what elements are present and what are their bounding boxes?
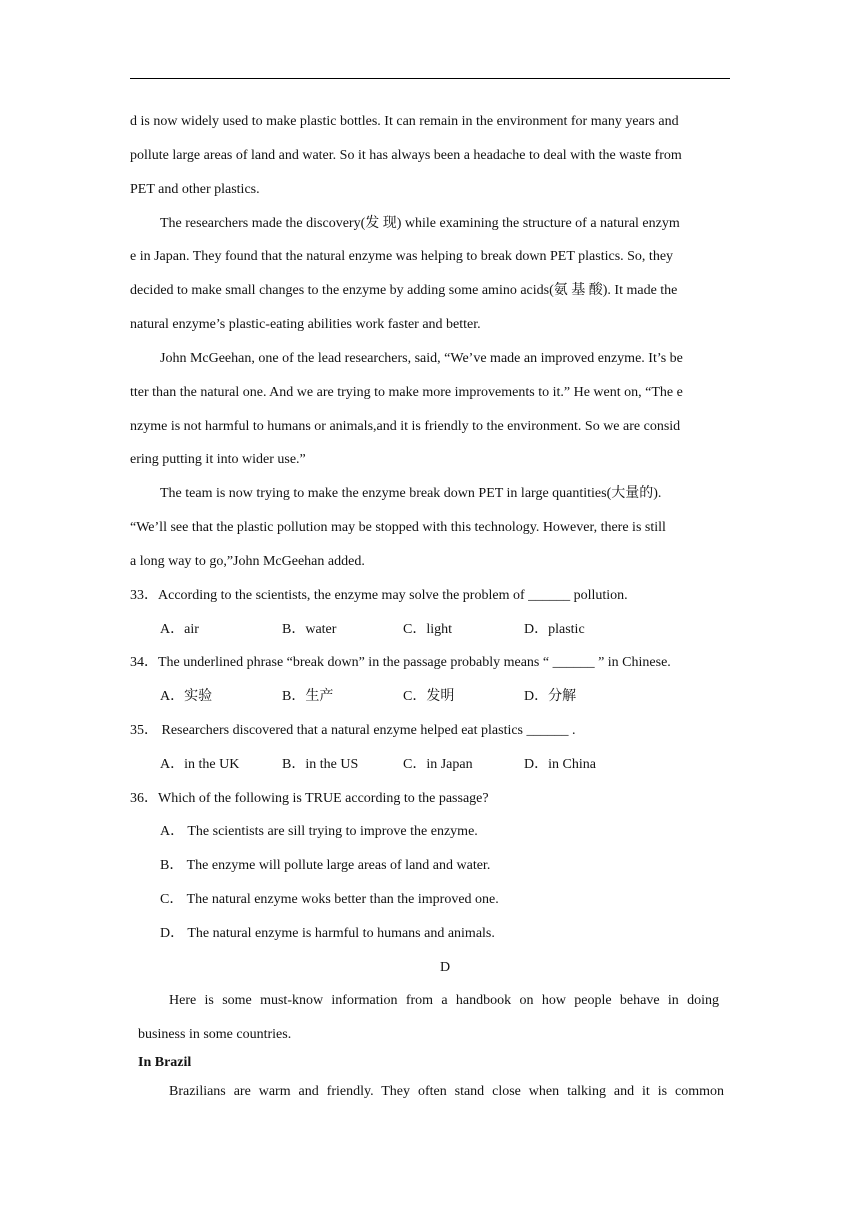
passage-c-line-9: tter than the natural one. And we are trying to make more improvements to it.” He went on, “The e [130,385,683,400]
passage-c-line-5: e in Japan. They found that the natural enzyme was helping to break down PET plastics. So, they [130,249,674,264]
passage-c-line-10: nzyme is not harmful to humans or animals,and it is friendly to the environment. So we are consid [130,419,681,434]
passage-c-line-1: d is now widely used to make plastic bottles. It can remain in the environment for many years and [130,114,679,129]
question-34-stem: 34．The underlined phrase “break down” in the passage probably means “ ______ ” in Chinese. [130,655,671,670]
passage-c-line-4: The researchers made the discovery(发 现) while examining the structure of a natural enzym [160,216,680,231]
passage-c-line-3: PET and other plastics. [130,182,260,197]
question-34-option-d[interactable]: D．分解 [524,689,577,704]
question-35-option-d[interactable]: D．in China [524,757,596,772]
header-rule [130,78,730,79]
question-34-option-c[interactable]: C．发明 [403,689,455,704]
passage-c-line-2: pollute large areas of land and water. So it has always been a headache to deal with the waste from [130,148,682,163]
passage-d-brazil-line-1: Brazilians are warm and friendly. They often stand close when talking and it is common [169,1084,724,1099]
question-33-option-b[interactable]: B．water [282,622,337,637]
passage-c-line-14: a long way to go,”John McGeehan added. [130,554,365,569]
question-35-option-b[interactable]: B．in the US [282,757,359,772]
question-34-option-a[interactable]: A．实验 [160,689,213,704]
question-35-option-c[interactable]: C．in Japan [403,757,473,772]
question-36-option-a[interactable]: A． The scientists are sill trying to improve the enzyme. [160,824,478,839]
question-35-stem: 35． Researchers discovered that a natural enzyme helped eat plastics ______ . [130,723,576,738]
passage-c-line-8: John McGeehan, one of the lead researchers, said, “We’ve made an improved enzyme. It’s be [160,351,683,366]
question-33-stem: 33．According to the scientists, the enzyme may solve the problem of ______ pollution. [130,588,628,603]
passage-d-subheading-brazil: In Brazil [138,1055,192,1070]
passage-c-line-7: natural enzyme’s plastic-eating abilities work faster and better. [130,317,481,332]
passage-c-line-6: decided to make small changes to the enzyme by adding some amino acids(氨 基 酸). It made the [130,283,678,298]
question-35-option-a[interactable]: A．in the UK [160,757,240,772]
question-33-option-d[interactable]: D．plastic [524,622,585,637]
passage-d-heading: D [439,960,451,975]
question-36-option-d[interactable]: D． The natural enzyme is harmful to humans and animals. [160,926,495,941]
passage-d-intro-line-1: Here is some must-know information from a handbook on how people behave in doing [169,993,719,1008]
passage-d-intro-line-2: business in some countries. [138,1027,292,1042]
question-36-option-b[interactable]: B． The enzyme will pollute large areas of land and water. [160,858,491,873]
question-33-option-c[interactable]: C．light [403,622,453,637]
passage-c-line-12: The team is now trying to make the enzyme break down PET in large quantities(大量的). [160,486,662,501]
question-36-option-c[interactable]: C． The natural enzyme woks better than the improved one. [160,892,499,907]
passage-c-line-13: “We’ll see that the plastic pollution may be stopped with this technology. However, there is still [130,520,666,535]
question-33-option-a[interactable]: A．air [160,622,199,637]
passage-c-line-11: ering putting it into wider use.” [130,452,306,467]
question-36-stem: 36．Which of the following is TRUE according to the passage? [130,791,489,806]
question-34-option-b[interactable]: B．生产 [282,689,334,704]
